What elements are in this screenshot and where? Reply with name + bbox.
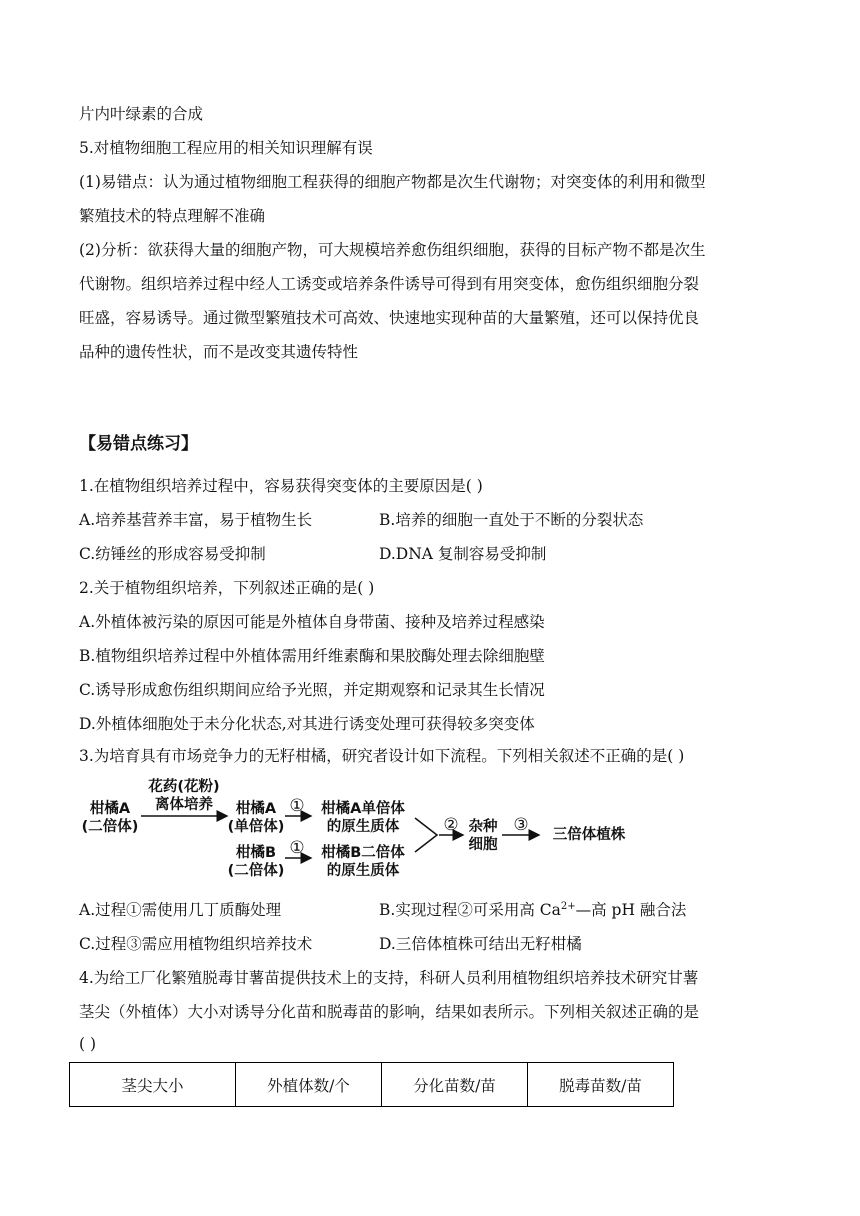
table-header-cell: 外植体数/个 [236,1063,382,1107]
node-b-protoplast: 柑橘B二倍体 的原生质体 [321,845,405,879]
results-table [69,1062,674,1107]
node-triploid-plant: 三倍体植株 [552,827,626,843]
question-4-stem: 4.为给工厂化繁殖脱毒甘薯苗提供技术上的支持，科研人员利用植物组织培养技术研究甘薯 [79,969,699,987]
option-3d: D.三倍体植株可结出无籽柑橘 [379,935,582,953]
label-step1-b: ① [289,838,305,858]
option-2b: B.植物组织培养过程中外植体需用纤维素酶和果胶酶处理去除细胞壁 [79,647,545,665]
node-citrus-a-haploid: 柑橘A (单倍体) [227,801,285,835]
option-2d: D.外植体细胞处于未分化状态,对其进行诱变处理可获得较多突变体 [79,715,535,733]
label-anther-culture: 花药(花粉) 离体培养 [148,779,220,813]
node-citrus-b: 柑橘B (二倍体) [227,845,285,879]
option-3c: C.过程③需应用植物组织培养技术 [79,935,313,953]
label-step3: ③ [513,815,529,835]
text-line: 5.对植物细胞工程应用的相关知识理解有误 [79,139,373,157]
text-line: 旺盛，容易诱导。通过微型繁殖技术可高效、快速地实现种苗的大量繁殖，还可以保持优良 [79,309,700,327]
table-header-cell: 分化苗数/苗 [382,1063,528,1107]
question-4-stem: 茎尖（外植体）大小对诱导分化苗和脱毒苗的影响，结果如表所示。下列相关叙述正确的是 [79,1003,700,1021]
section-title: 【易错点练习】 [79,434,198,454]
question-2-stem: 2.关于植物组织培养，下列叙述正确的是( ) [79,579,375,597]
table-header-cell: 脱毒苗数/苗 [528,1063,674,1107]
option-3b: B.实现过程②可采用高 $Ca^{2+}—$高 pH 融合法 [379,900,687,919]
option-3a: A.过程①需使用几丁质酶处理 [79,901,282,919]
option-1d: D.DNA 复制容易受抑制 [379,545,547,563]
node-a-protoplast: 柑橘A单倍体 的原生质体 [321,801,405,835]
table-header-cell: 茎尖大小 [70,1063,236,1107]
table-header-row [70,1063,674,1107]
label-step2: ② [443,815,459,835]
question-4-stem: ( ) [79,1035,97,1053]
text-line: 片内叶绿素的合成 [79,105,204,123]
option-1c: C.纺锤丝的形成容易受抑制 [79,545,266,563]
question-3-stem: 3.为培育具有市场竞争力的无籽柑橘，研究者设计如下流程。下列相关叙述不正确的是( ) [79,747,685,765]
text-line: (2)分析：欲获得大量的细胞产物，可大规模培养愈伤组织细胞，获得的目标产物不都是次生 [79,241,706,259]
label-step1-a: ① [289,796,305,816]
option-1a: A.培养基营养丰富，易于植物生长 [79,511,313,529]
fusion-bracket [415,818,437,852]
node-hybrid-cell: 杂种 细胞 [468,819,498,853]
question-1-stem: 1.在植物组织培养过程中，容易获得突变体的主要原因是( ) [79,477,483,495]
option-2a: A.外植体被污染的原因可能是外植体自身带菌、接种及培养过程感染 [79,613,545,631]
node-citrus-a: 柑橘A (二倍体) [81,801,139,835]
text-line: (1)易错点：认为通过植物细胞工程获得的细胞产物都是次生代谢物；对突变体的利用和微型 [79,173,706,191]
option-2c: C.诱导形成愈伤组织期间应给予光照，并定期观察和记录其生长情况 [79,681,545,699]
text-line: 繁殖技术的特点理解不准确 [79,207,266,225]
option-1b: B.培养的细胞一直处于不断的分裂状态 [379,511,644,529]
text-line: 品种的遗传性状，而不是改变其遗传特性 [79,343,359,361]
breeding-flow-diagram [79,772,639,890]
text-line: 代谢物。组织培养过程中经人工诱变或培养条件诱导可得到有用突变体，愈伤组织细胞分裂 [79,275,700,293]
